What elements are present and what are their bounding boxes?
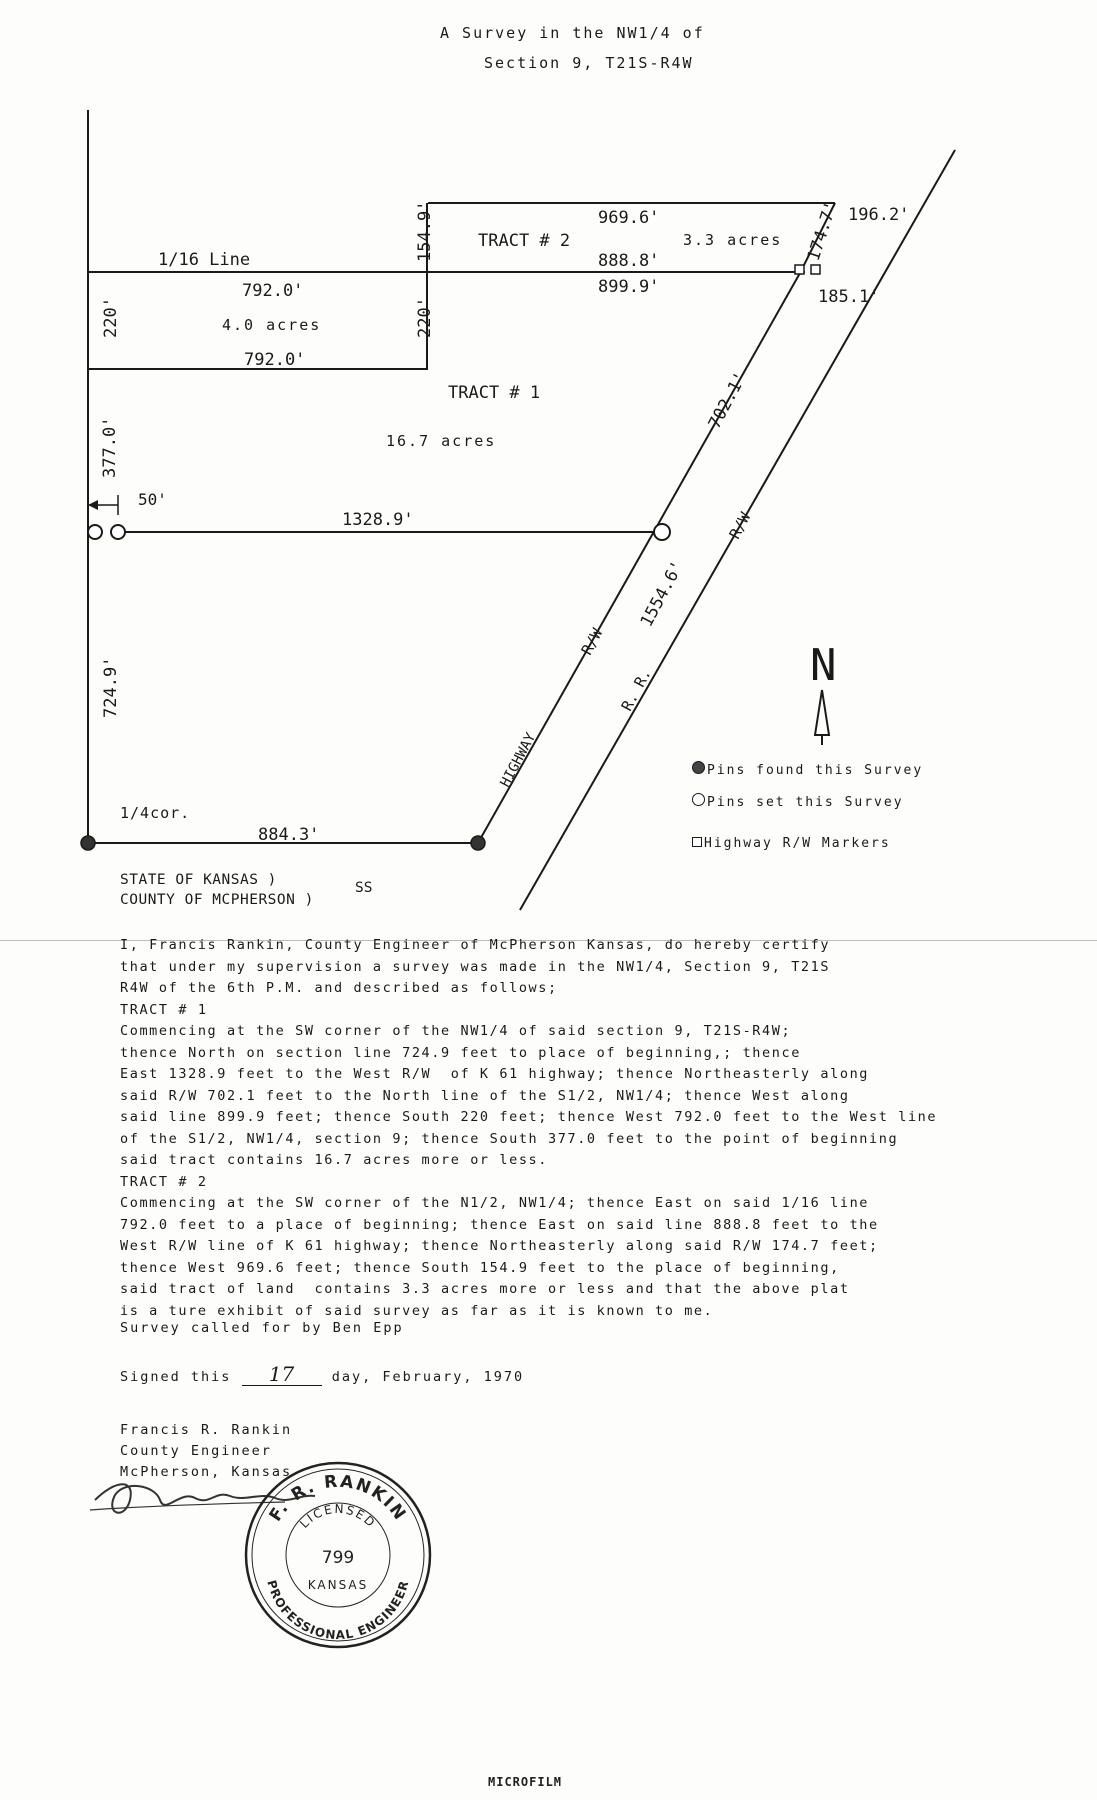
certification-line: thence West 969.6 feet; thence South 154.9 feet to the place of beginning, — [120, 1259, 840, 1276]
certification-line: said tract of land contains 3.3 acres more or less and that the above plat — [120, 1281, 850, 1297]
dim-185: 185.1' — [818, 287, 880, 307]
certification-line: TRACT # 1 — [120, 1001, 208, 1018]
rw-marker — [811, 265, 820, 274]
signatory-place: McPherson, Kansas — [120, 1464, 293, 1480]
document-title-line2: Section 9, T21S-R4W — [484, 54, 694, 72]
legend-found-label: Pins found this Survey — [707, 763, 924, 778]
certification-line: R4W of the 6th P.M. and described as follows; — [120, 980, 558, 996]
rw-label-upper: R/W — [725, 509, 755, 542]
dim-724: 724.9' — [101, 656, 121, 718]
svg-text:PROFESSIONAL ENGINEER: PROFESSIONAL ENGINEER — [264, 1578, 412, 1643]
pin-set-marker — [88, 525, 102, 539]
dim-377: 377.0' — [100, 416, 120, 478]
dim-792-upper: 792.0' — [242, 281, 304, 301]
document-title-line1: A Survey in the NW1/4 of — [440, 24, 705, 42]
rw-marker-icon — [692, 837, 702, 847]
dim-50: 50' — [138, 490, 167, 509]
legend-found — [692, 761, 923, 778]
certification-line: 792.0 feet to a place of beginning; thence East on said line 888.8 feet to the — [120, 1216, 879, 1233]
certification-line: Commencing at the SW corner of the NW1/4 of said section 9, T21S-R4W; — [120, 1023, 792, 1039]
pin-found-marker — [81, 836, 95, 850]
engineer-seal — [238, 1455, 438, 1655]
certification-line: of the S1/2, NW1/4, section 9; thence South 377.0 feet to the point of beginning — [120, 1130, 899, 1147]
ss-label: SS — [355, 880, 373, 896]
svg-text:F. R. RANKIN: F. R. RANKIN — [265, 1471, 411, 1526]
svg-text:LICENSED: LICENSED — [296, 1501, 379, 1531]
legend-set — [692, 793, 904, 810]
railroad-label: R. R. — [617, 665, 655, 714]
dim-969: 969.6' — [598, 208, 660, 228]
signed-suffix: day, February, 1970 — [331, 1369, 525, 1385]
certification-line: I, Francis Rankin, County Engineer of McPherson Kansas, do hereby certify — [120, 937, 831, 953]
rw-label-middle: R/W — [577, 625, 607, 658]
dim-220-west: 220' — [101, 297, 121, 338]
seal-state: KANSAS — [307, 1578, 369, 1592]
dim-792-lower: 792.0' — [244, 350, 306, 370]
dim-174: 174.7' — [803, 198, 842, 264]
dim-1554: 1554.6' — [636, 557, 689, 631]
tract1-label: TRACT # 1 — [448, 383, 541, 403]
legend-markers-label: Highway R/W Markers — [704, 836, 891, 851]
dim-884: 884.3' — [258, 825, 320, 845]
dim-154: 154.9' — [415, 200, 435, 262]
pin-set-marker — [654, 524, 670, 540]
rw-marker — [795, 265, 804, 274]
dim-899: 899.9' — [598, 277, 660, 297]
sixteenth-line-label: 1/16 Line — [158, 250, 251, 270]
north-arrow-icon — [815, 690, 829, 735]
state-line: STATE OF KANSAS ) — [120, 872, 277, 888]
certification-line: TRACT # 2 — [120, 1173, 208, 1190]
highway-label: HIGHWAY — [497, 730, 540, 790]
state-block — [120, 870, 314, 910]
certification-line: is a ture exhibit of said survey as far as it is known to me. — [120, 1302, 714, 1319]
pin-set-icon — [692, 793, 705, 806]
signatory-name: Francis R. Rankin — [120, 1422, 293, 1438]
dim-1328: 1328.9' — [342, 510, 414, 530]
dim-220-east: 220' — [415, 297, 435, 338]
signed-prefix: Signed this — [120, 1369, 232, 1385]
tract2-label: TRACT # 2 — [478, 231, 571, 251]
tract1-acres: 16.7 acres — [386, 432, 497, 450]
certification-line: said line 899.9 feet; thence South 220 feet; thence West 792.0 feet to the West line — [120, 1109, 938, 1125]
certification-line: said R/W 702.1 feet to the North line of the S1/2, NW1/4; thence West along — [120, 1087, 850, 1104]
legend-markers — [692, 836, 891, 851]
certification-text — [120, 935, 1020, 1322]
signed-day: 17 — [242, 1364, 322, 1386]
signed-line — [120, 1364, 524, 1388]
legend-set-label: Pins set this Survey — [707, 795, 904, 810]
seal-number: 799 — [321, 1548, 355, 1568]
certification-line: said tract contains 16.7 acres more or less. — [120, 1152, 549, 1168]
called-for-line: Survey called for by Ben Epp — [120, 1320, 404, 1336]
tract2-acres: 3.3 acres — [683, 231, 783, 249]
microfilm-stamp: MICROFILM — [488, 1775, 563, 1789]
pin-found-icon — [692, 761, 705, 774]
certification-line: that under my supervision a survey was made in the NW1/4, Section 9, T21S — [120, 958, 831, 975]
certification-line: East 1328.9 feet to the West R/W of K 61 highway; thence Northeasterly along — [120, 1066, 870, 1082]
signatory-role: County Engineer — [120, 1443, 272, 1459]
quarter-corner-label: 1/4cor. — [120, 804, 191, 822]
county-line: COUNTY OF MCPHERSON ) — [120, 892, 314, 908]
certification-line: West R/W line of K 61 highway; thence Northeasterly along said R/W 174.7 feet; — [120, 1238, 879, 1254]
pin-set-marker — [111, 525, 125, 539]
certification-line: thence North on section line 724.9 feet to place of beginning,; thence — [120, 1044, 801, 1061]
dim-196: 196.2' — [848, 205, 910, 225]
dim-702: 702.1' — [704, 368, 752, 433]
parcel-acres: 4.0 acres — [222, 316, 322, 334]
certification-line: Commencing at the SW corner of the N1/2, NW1/4; thence East on said 1/16 line — [120, 1195, 870, 1211]
pin-found-marker — [471, 836, 485, 850]
dim-888: 888.8' — [598, 251, 660, 271]
north-letter: N — [810, 640, 837, 691]
